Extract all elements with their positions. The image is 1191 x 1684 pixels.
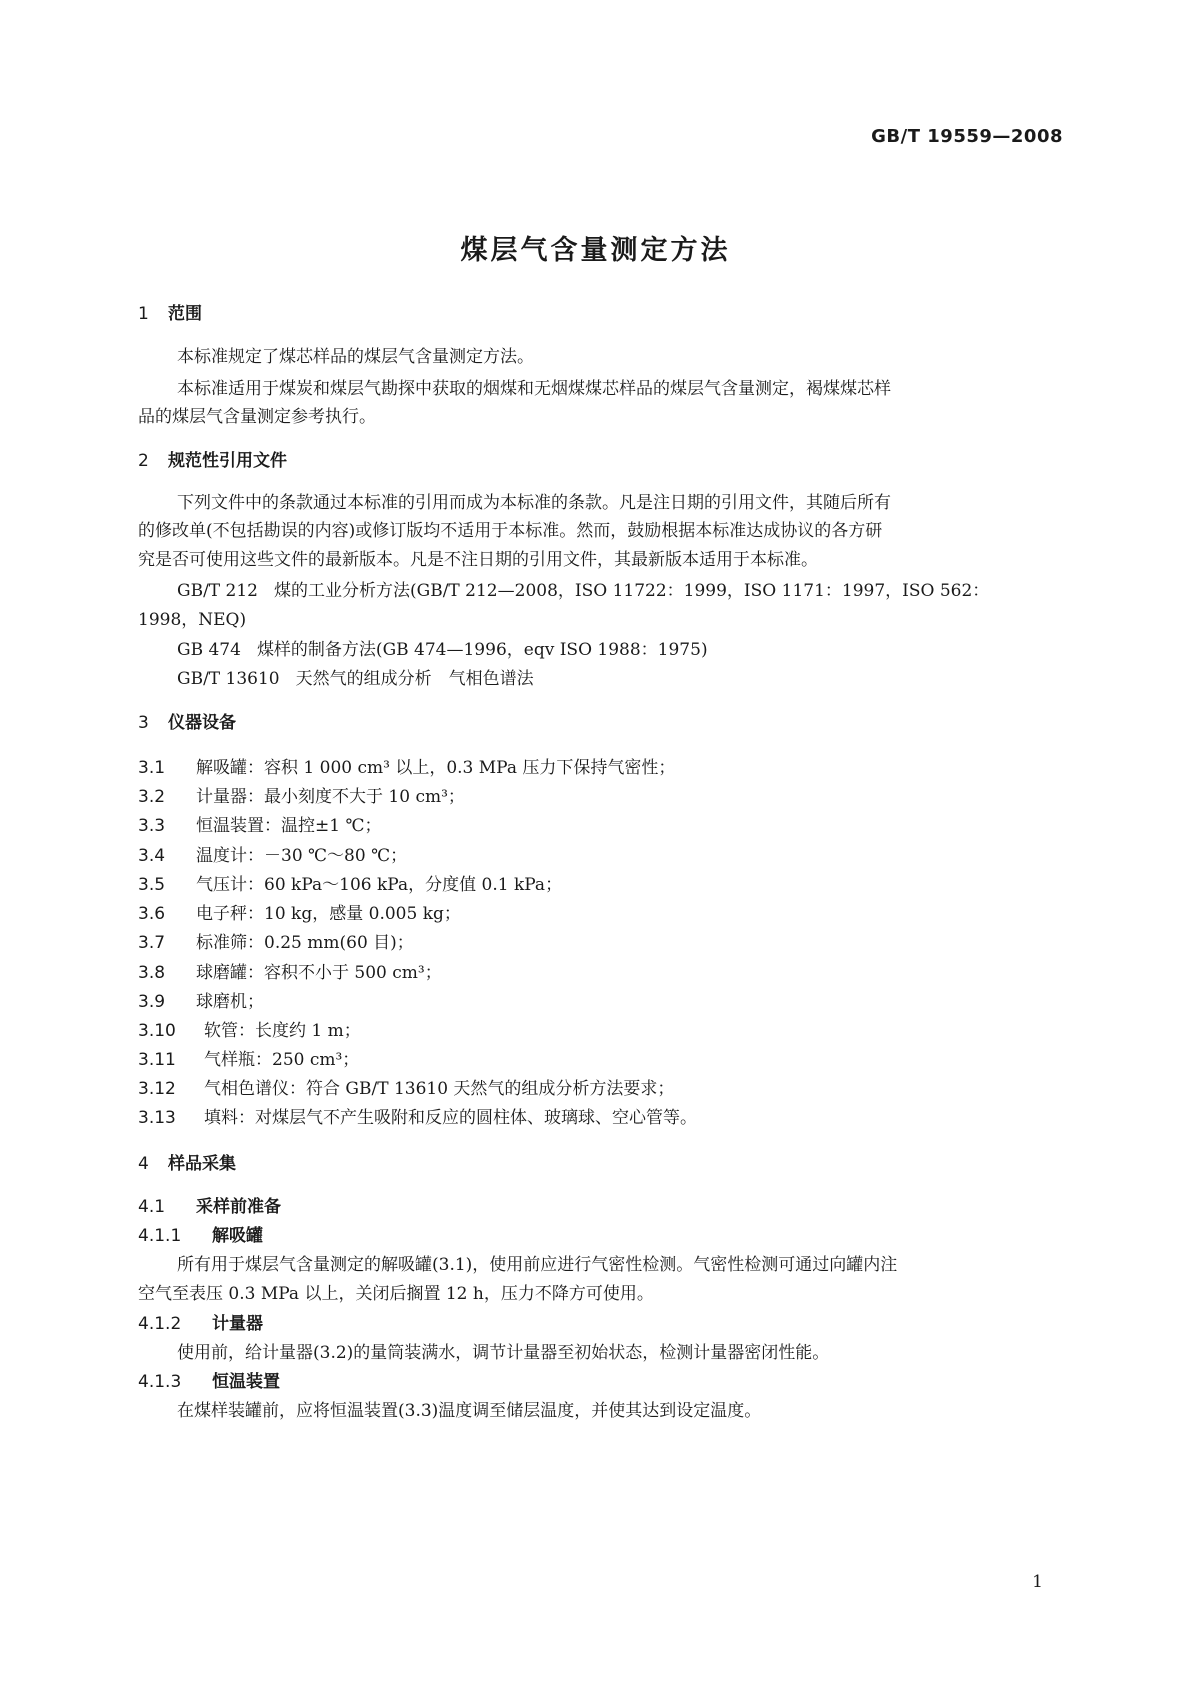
item-text: 气相色谱仪：符合 GB/T 13610 天然气的组成分析方法要求； <box>204 1079 675 1099</box>
item-number: 3.9 <box>138 992 166 1012</box>
item-number: 3.7 <box>138 933 166 953</box>
item-number: 3.5 <box>138 875 166 895</box>
subsection-number: 4.1.2 <box>138 1314 182 1334</box>
item-text: 计量器：最小刻度不大于 10 cm³； <box>196 787 465 807</box>
item-number: 3.13 <box>138 1108 176 1128</box>
reference-code: GB 474 <box>177 640 241 660</box>
paragraph-line: 究是否可使用这些文件的最新版本。凡是不注日期的引用文件，其最新版本适用于本标准。 <box>138 550 818 570</box>
equipment-item <box>138 845 407 867</box>
equipment-item <box>138 815 381 837</box>
section-1-heading <box>138 303 202 325</box>
equipment-item <box>138 1020 361 1042</box>
document-title: 煤层气含量测定方法 <box>460 235 731 266</box>
subsection-4-1-3-heading <box>138 1371 280 1393</box>
paragraph-line: 使用前，给计量器(3.2)的量筒装满水，调节计量器至初始状态，检测计量器密闭性能。 <box>177 1343 830 1363</box>
equipment-item <box>138 962 442 984</box>
reference-item <box>177 639 708 661</box>
subsection-number: 4.1.1 <box>138 1226 182 1246</box>
item-text: 球磨罐：容积不小于 500 cm³； <box>196 963 442 983</box>
section-3-heading <box>138 712 236 734</box>
item-number: 3.3 <box>138 816 166 836</box>
section-title: 样品采集 <box>168 1154 236 1174</box>
reference-text: 天然气的组成分析 气相色谱法 <box>295 669 534 689</box>
section-number: 3 <box>138 713 149 733</box>
paragraph-line: 品的煤层气含量测定参考执行。 <box>138 407 376 427</box>
section-title: 范围 <box>168 304 202 324</box>
equipment-item <box>138 1049 359 1071</box>
section-2-heading <box>138 450 287 472</box>
item-number: 3.12 <box>138 1079 176 1099</box>
section-number: 4 <box>138 1154 149 1174</box>
item-text: 气样瓶：250 cm³； <box>204 1050 360 1070</box>
equipment-item <box>138 991 264 1013</box>
item-number: 3.4 <box>138 846 166 866</box>
reference-item <box>177 580 989 602</box>
subsection-4-1-heading <box>138 1196 281 1218</box>
subsection-title: 计量器 <box>212 1314 263 1334</box>
subsection-number: 4.1 <box>138 1197 166 1217</box>
reference-text: 煤的工业分析方法(GB/T 212—2008，ISO 11722：1999，ISO 1171：1997，ISO 562： <box>274 581 990 601</box>
item-text: 恒温装置：温控±1 ℃； <box>196 816 382 836</box>
section-title: 仪器设备 <box>168 713 236 733</box>
item-text: 温度计：－30 ℃～80 ℃； <box>196 846 408 866</box>
item-text: 电子秤：10 kg，感量 0.005 kg； <box>196 904 461 924</box>
standard-code: GB/T 19559—2008 <box>871 126 1063 147</box>
section-number: 2 <box>138 451 149 471</box>
subsection-title: 恒温装置 <box>212 1372 280 1392</box>
page-number: 1 <box>1032 1572 1043 1592</box>
subsection-title: 解吸罐 <box>212 1226 263 1246</box>
section-number: 1 <box>138 304 149 324</box>
item-text: 标准筛：0.25 mm(60 目)； <box>196 933 414 953</box>
item-number: 3.1 <box>138 758 166 778</box>
paragraph-line: 的修改单(不包括勘误的内容)或修订版均不适用于本标准。然而，鼓励根据本标准达成协议的各方研 <box>138 521 883 541</box>
subsection-4-1-2-heading <box>138 1313 263 1335</box>
paragraph-line: 在煤样装罐前，应将恒温装置(3.3)温度调至储层温度，并使其达到设定温度。 <box>177 1401 762 1421</box>
item-text: 气压计：60 kPa～106 kPa，分度值 0.1 kPa； <box>196 875 563 895</box>
reference-continuation: 1998，NEQ) <box>138 610 247 630</box>
paragraph-line: 空气至表压 0.3 MPa 以上，关闭后搁置 12 h，压力不降方可使用。 <box>138 1284 654 1304</box>
paragraph-line: 本标准适用于煤炭和煤层气勘探中获取的烟煤和无烟煤煤芯样品的煤层气含量测定，褐煤煤芯样 <box>177 379 891 399</box>
item-number: 3.11 <box>138 1050 176 1070</box>
item-number: 3.6 <box>138 904 166 924</box>
subsection-title: 采样前准备 <box>196 1197 281 1217</box>
equipment-item <box>138 786 465 808</box>
item-number: 3.2 <box>138 787 166 807</box>
equipment-item <box>138 903 461 925</box>
item-text: 解吸罐：容积 1 000 cm³ 以上，0.3 MPa 压力下保持气密性； <box>196 758 676 778</box>
equipment-item <box>138 1078 674 1100</box>
reference-code: GB/T 212 <box>177 581 258 601</box>
paragraph-line: 本标准规定了煤芯样品的煤层气含量测定方法。 <box>177 347 534 367</box>
equipment-item <box>138 757 675 779</box>
reference-item <box>177 668 534 690</box>
paragraph-line: 所有用于煤层气含量测定的解吸罐(3.1)，使用前应进行气密性检测。气密性检测可通过向罐内注 <box>177 1255 898 1275</box>
section-4-heading <box>138 1153 236 1175</box>
equipment-item <box>138 932 414 954</box>
subsection-4-1-1-heading <box>138 1225 263 1247</box>
reference-text: 煤样的制备方法(GB 474—1996，eqv ISO 1988：1975) <box>256 640 708 660</box>
item-text: 填料：对煤层气不产生吸附和反应的圆柱体、玻璃球、空心管等。 <box>204 1108 697 1128</box>
item-number: 3.10 <box>138 1021 176 1041</box>
item-text: 软管：长度约 1 m； <box>204 1021 361 1041</box>
paragraph-line: 下列文件中的条款通过本标准的引用而成为本标准的条款。凡是注日期的引用文件，其随后所有 <box>177 493 891 513</box>
reference-code: GB/T 13610 <box>177 669 280 689</box>
item-number: 3.8 <box>138 963 166 983</box>
item-text: 球磨机； <box>196 992 264 1012</box>
equipment-item <box>138 1107 697 1129</box>
section-title: 规范性引用文件 <box>168 451 287 471</box>
equipment-item <box>138 874 562 896</box>
subsection-number: 4.1.3 <box>138 1372 182 1392</box>
